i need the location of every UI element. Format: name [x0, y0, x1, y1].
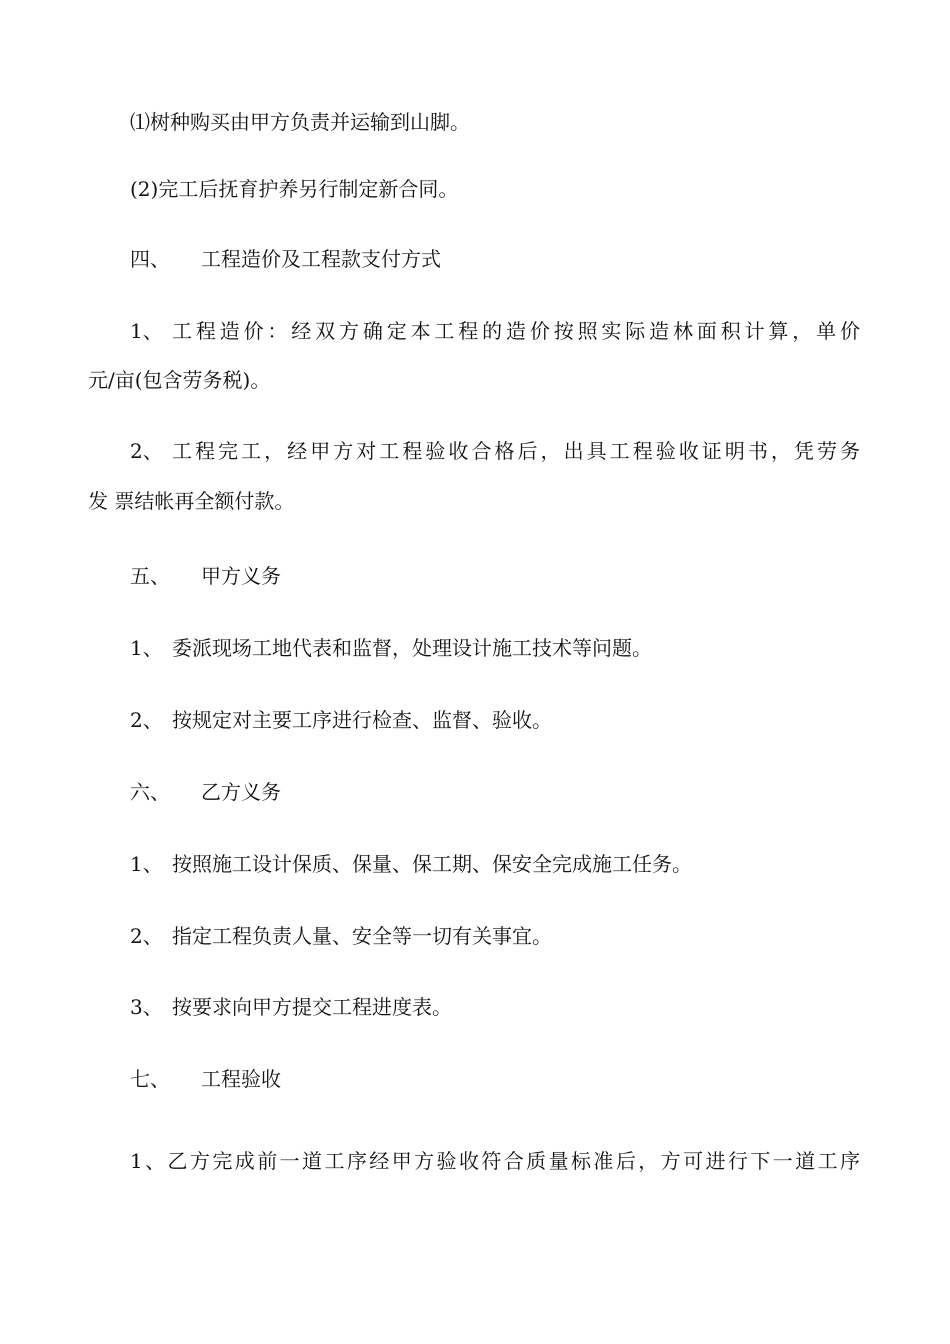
clause-text: 委派现场工地代表和监督，处理设计施工技术等问题。	[172, 636, 652, 660]
clause-text: (2)完工后抚育护养另行制定新合同。	[130, 177, 459, 201]
clause-text: 1、乙方完成前一道工序经甲方验收符合质量标准后，方可进行下一道工序	[130, 1149, 860, 1173]
clause-text: 按要求向甲方提交工程进度表。	[172, 995, 452, 1019]
clause-text: 指定工程负责人量、安全等一切有关事宜。	[172, 924, 552, 948]
section-title: 工程造价及工程款支付方式	[201, 247, 441, 271]
clause-number: 2、	[130, 924, 163, 948]
clause-number: 3、	[130, 995, 163, 1019]
section-number: 七、	[130, 1067, 170, 1091]
clause-number: 2、	[130, 439, 163, 463]
clause-text: 工程完工，经甲方对工程验收合格后，出具工程验收证明书，凭劳务	[172, 439, 860, 463]
clause-text: 工程造价：经双方确定本工程的造价按照实际造林面积计算，单价	[172, 319, 860, 343]
section-title: 工程验收	[201, 1067, 281, 1091]
clause-number: 1、	[130, 636, 163, 660]
clause-text: 发 票结帐再全额付款。	[88, 489, 295, 513]
section-number: 四、	[130, 247, 170, 271]
section-title: 甲方义务	[201, 564, 281, 588]
clause-text: 按照施工设计保质、保量、保工期、保安全完成施工任务。	[172, 852, 692, 876]
clause-text: ⑴树种购买由甲方负责并运输到山脚。	[130, 110, 470, 134]
clause-number: 1、	[130, 852, 163, 876]
clause-text: 按规定对主要工序进行检查、监督、验收。	[172, 708, 552, 732]
section-title: 乙方义务	[201, 780, 281, 804]
clause-text: 元/亩(包含劳务税)。	[88, 368, 271, 392]
section-number: 六、	[130, 780, 170, 804]
section-number: 五、	[130, 564, 170, 588]
clause-number: 1、	[130, 319, 163, 343]
clause-number: 2、	[130, 708, 163, 732]
